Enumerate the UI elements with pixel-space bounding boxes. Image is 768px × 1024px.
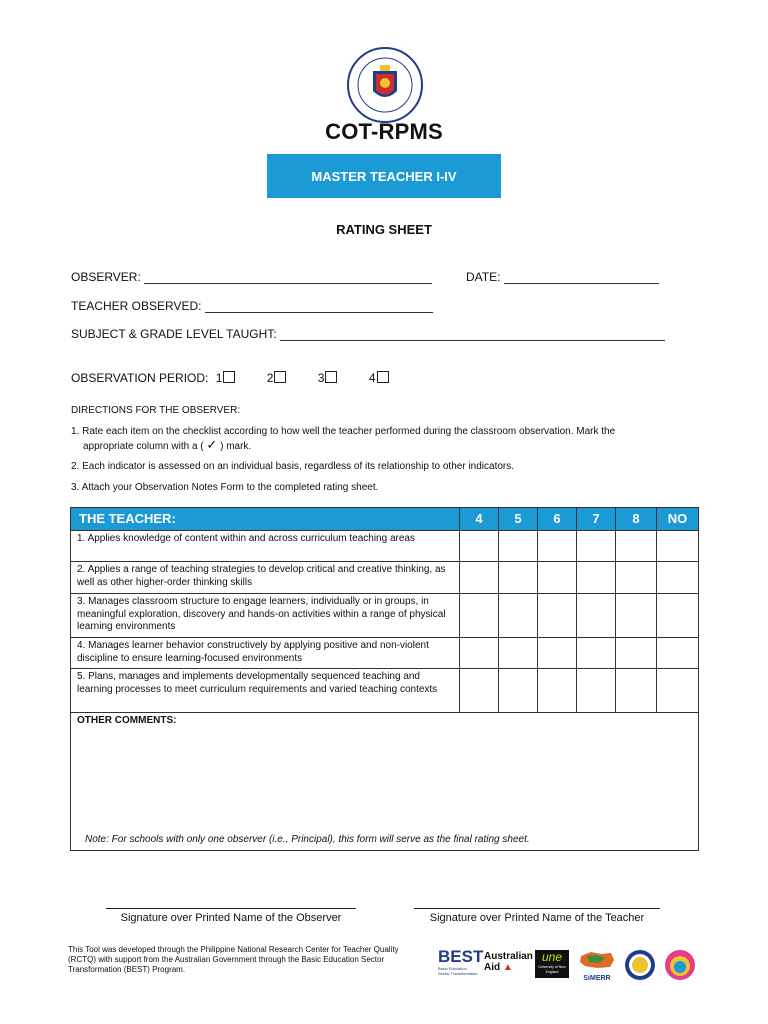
rating-cell[interactable] <box>538 594 577 638</box>
seal-logo <box>624 949 656 981</box>
position-banner: MASTER TEACHER I-IV <box>267 154 501 198</box>
rating-cell[interactable] <box>460 669 499 713</box>
period-option-4[interactable]: 4 <box>369 371 389 385</box>
rating-table <box>70 507 699 851</box>
australian-aid-logo: Australian Aid ▲ <box>484 951 533 973</box>
rating-cell[interactable] <box>616 562 657 594</box>
header-col-8: 8 <box>616 508 657 531</box>
table-header-row <box>71 508 699 531</box>
header-col-4: 4 <box>460 508 499 531</box>
rating-cell[interactable] <box>460 531 499 562</box>
subject-grade-label: SUBJECT & GRADE LEVEL TAUGHT: <box>71 327 277 341</box>
directions <box>71 404 701 494</box>
checkmark-icon: ✓ <box>206 437 218 452</box>
page-title: COT-RPMS <box>325 119 443 144</box>
rating-cell[interactable] <box>538 562 577 594</box>
rating-cell[interactable] <box>657 531 699 562</box>
rating-cell[interactable] <box>616 669 657 713</box>
rating-cell[interactable] <box>657 638 699 669</box>
observation-period <box>71 371 389 385</box>
rating-cell[interactable] <box>499 638 538 669</box>
observer-line <box>144 271 432 284</box>
teacher-observed-label: TEACHER OBSERVED: <box>71 299 202 313</box>
rating-cell[interactable] <box>657 594 699 638</box>
rctq-logo <box>664 949 696 981</box>
checkbox-2[interactable] <box>274 371 286 383</box>
rating-cell[interactable] <box>577 531 616 562</box>
direction-3: 3. Attach your Observation Notes Form to the completed rating sheet. <box>71 482 379 493</box>
table-row <box>71 638 699 669</box>
rating-cell[interactable] <box>499 562 538 594</box>
direction-2: 2. Each indicator is assessed on an individual basis, regardless of its relationship to other indicators. <box>71 461 515 472</box>
checkbox-1[interactable] <box>223 371 235 383</box>
une-logo: une University of New England <box>535 950 569 978</box>
footer-credit: This Tool was developed through the Philippine National Research Center for Teacher Quality (RCTQ) with support from the Australian Government through the Basic Education Sector Transformation (BEST) Program. <box>68 945 399 974</box>
rating-sheet-subtitle: RATING SHEET <box>336 222 432 237</box>
checkbox-3[interactable] <box>325 371 337 383</box>
rating-cell[interactable] <box>657 562 699 594</box>
header-col-no: NO <box>657 508 699 531</box>
teacher-observed-line <box>205 300 433 313</box>
comments-label: OTHER COMMENTS: <box>77 715 177 726</box>
rating-cell[interactable] <box>616 594 657 638</box>
comments-row <box>71 713 699 851</box>
comments-cell[interactable] <box>71 713 699 851</box>
rating-cell[interactable] <box>460 594 499 638</box>
teacher-signature-label: Signature over Printed Name of the Teacher <box>429 912 645 924</box>
rating-cell[interactable] <box>499 669 538 713</box>
observer-signature-label: Signature over Printed Name of the Observer <box>120 912 342 924</box>
period-option-3[interactable]: 3 <box>318 371 338 385</box>
subject-grade-field[interactable] <box>71 327 665 341</box>
subject-grade-line <box>280 328 665 341</box>
date-field[interactable] <box>466 270 659 284</box>
date-label: DATE: <box>466 270 501 284</box>
indicator-1: 1. Applies knowledge of content within and across curriculum teaching areas <box>71 531 460 562</box>
table-row <box>71 531 699 562</box>
rating-cell[interactable] <box>577 669 616 713</box>
direction-1-cont: appropriate column with a ( ✓ ) mark. <box>83 437 252 452</box>
teacher-signature-line[interactable] <box>414 908 660 909</box>
rating-cell[interactable] <box>577 562 616 594</box>
rating-cell[interactable] <box>538 638 577 669</box>
period-option-2[interactable]: 2 <box>267 371 287 385</box>
directions-heading: DIRECTIONS FOR THE OBSERVER: <box>71 405 241 416</box>
deped-seal-logo <box>347 47 423 123</box>
observer-signature-line[interactable] <box>106 908 356 909</box>
table-row <box>71 594 699 638</box>
observation-period-label: OBSERVATION PERIOD: <box>71 371 209 385</box>
header-the-teacher: THE TEACHER: <box>71 508 460 531</box>
rating-cell[interactable] <box>616 531 657 562</box>
date-line <box>504 271 659 284</box>
observer-label: OBSERVER: <box>71 270 141 284</box>
rating-cell[interactable] <box>460 562 499 594</box>
best-logo: BEST Basic Education Sector Transformation <box>438 947 484 976</box>
indicator-3: 3. Manages classroom structure to engage learners, individually or in groups, in meaningful exploration, discovery and hands-on activities within a range of physical learning environments <box>71 594 460 638</box>
indicator-4: 4. Manages learner behavior constructively by applying positive and non-violent discipline to ensure learning-focused environments <box>71 638 460 669</box>
rating-cell[interactable] <box>538 531 577 562</box>
rating-cell[interactable] <box>616 638 657 669</box>
header-col-5: 5 <box>499 508 538 531</box>
rating-cell[interactable] <box>577 638 616 669</box>
period-option-1[interactable]: 1 <box>216 371 236 385</box>
rating-cell[interactable] <box>538 669 577 713</box>
indicator-5: 5. Plans, manages and implements developmentally sequenced teaching and learning processes to meet curriculum requirements and varied teaching contexts <box>71 669 460 713</box>
rating-cell[interactable] <box>499 594 538 638</box>
indicator-2: 2. Applies a range of teaching strategies to develop critical and creative thinking, as well as other higher-order thinking skills <box>71 562 460 594</box>
header-col-7: 7 <box>577 508 616 531</box>
rating-cell[interactable] <box>657 669 699 713</box>
final-sheet-note: Note: For schools with only one observer (i.e., Principal), this form will serve as the final rating sheet. <box>85 833 530 845</box>
simerr-logo: SiMERR <box>577 950 617 978</box>
rating-cell[interactable] <box>577 594 616 638</box>
rating-cell[interactable] <box>460 638 499 669</box>
checkbox-4[interactable] <box>377 371 389 383</box>
comments-area[interactable] <box>77 715 692 848</box>
direction-1: 1. Rate each item on the checklist according to how well the teacher performed during the classroom observation. Mark the <box>71 426 616 437</box>
kangaroo-icon: ▲ <box>502 962 513 973</box>
header-col-6: 6 <box>538 508 577 531</box>
table-row <box>71 669 699 713</box>
teacher-observed-field[interactable] <box>71 299 433 313</box>
observer-field[interactable] <box>71 270 432 284</box>
table-row <box>71 562 699 594</box>
rating-cell[interactable] <box>499 531 538 562</box>
